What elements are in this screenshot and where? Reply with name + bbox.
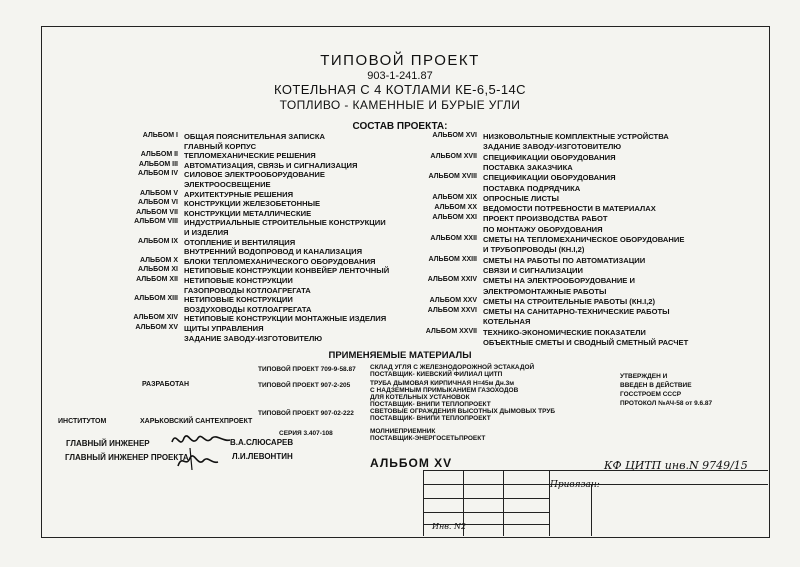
album-title: НЕТИПОВЫЕ КОНСТРУКЦИИ КОНВЕЙЕР ЛЕНТОЧНЫЙ (184, 266, 390, 276)
chief-engineer-label: ГЛАВНЫЙ ИНЖЕНЕР (66, 439, 150, 448)
linked-label: Привязан: (550, 480, 600, 490)
album-title: ЩИТЫ УПРАВЛЕНИЯ (184, 324, 264, 333)
album-number: АЛЬБОМ VI (138, 199, 178, 207)
album-title: НЕТИПОВЫЕ КОНСТРУКЦИИ (184, 276, 293, 285)
album-title: ПОСТАВКА ПОДРЯДЧИКА (483, 183, 581, 193)
album-title: КОНСТРУКЦИИ МЕТАЛЛИЧЕСКИЕ (184, 208, 312, 218)
developed-by-label: РАЗРАБОТАН (142, 381, 190, 388)
album-title: ПРОЕКТ ПРОИЗВОДСТВА РАБОТ (483, 214, 608, 224)
contents-line (100, 334, 430, 346)
album-title: ОТОПЛЕНИЕ И ВЕНТИЛЯЦИЯ (184, 237, 296, 247)
ref-line: ДЛЯ КОТЕЛЬНЫХ УСТАНОВОК (370, 394, 470, 401)
album-number: АЛЬБОМ XXVI (427, 307, 477, 315)
inventory-stamp: КФ ЦИТП инв.N 9749/15 (604, 459, 748, 472)
album-number: АЛЬБОМ XXIV (427, 276, 477, 284)
album-title: СМЕТЫ НА САНИТАРНО-ТЕХНИЧЕСКИЕ РАБОТЫ (483, 307, 670, 317)
album-number: АЛЬБОМ X (139, 256, 178, 264)
approval-line: ГОССТРОЕМ СССР (620, 391, 682, 398)
album-number: АЛЬБОМ XIV (133, 314, 178, 322)
album-number: АЛЬБОМ XIII (134, 295, 178, 303)
signature-image (168, 428, 238, 470)
ref-line: ПОСТАВЩИК-ЭНЕРГОСЕТЬПРОЕКТ (370, 435, 486, 442)
album-title: ОПРОСНЫЕ ЛИСТЫ (483, 193, 559, 203)
contents-line (415, 338, 745, 350)
album-title: НЕТИПОВЫЕ КОНСТРУКЦИИ (184, 295, 293, 305)
album-title: АВТОМАТИЗАЦИЯ, СВЯЗЬ И СИГНАЛИЗАЦИЯ (184, 160, 358, 170)
institute-name: ХАРЬКОВСКИЙ САНТЕХПРОЕКТ (140, 418, 253, 425)
ref-line: ПОСТАВЩИК- ВНИПИ ТЕПЛОПРОЕКТ (370, 401, 491, 408)
album-title: КОТЕЛЬНАЯ (483, 317, 531, 327)
album-number: АЛЬБОМ XXII (430, 235, 477, 242)
album-title: ЗАДАНИЕ ЗАВОДУ-ИЗГОТОВИТЕЛЮ (184, 333, 323, 343)
album-title: ПОСТАВКА ЗАКАЗЧИКА (483, 162, 573, 172)
album-title: ГЛАВНЫЙ КОРПУС (184, 141, 257, 151)
album-number: АЛЬБОМ XI (138, 266, 178, 274)
album-number: АЛЬБОМ XV (135, 324, 178, 331)
album-title: СИЛОВОЕ ЭЛЕКТРООБОРУДОВАНИЕ (184, 170, 325, 180)
album-number: АЛЬБОМ VIII (134, 218, 178, 226)
ref-line: МОЛНИЕПРИЕМНИК (370, 428, 436, 435)
album-title: ОБЩАЯ ПОЯСНИТЕЛЬНАЯ ЗАПИСКА (184, 132, 325, 141)
album-title: СМЕТЫ НА СТРОИТЕЛЬНЫЕ РАБОТЫ (КН.I,2) (483, 296, 656, 306)
album-number: АЛЬБОМ XVIII (428, 173, 477, 181)
institute-label: ИНСТИТУТОМ (58, 418, 107, 425)
album-number: АЛЬБОМ XVI (432, 132, 477, 139)
album-title: ЭЛЕКТРОМОНТАЖНЫЕ РАБОТЫ (483, 286, 607, 296)
album-number: АЛЬБОМ XXV (429, 296, 477, 304)
album-number: АЛЬБОМ XVII (430, 152, 477, 160)
album-label: АЛЬБОМ XV (370, 456, 453, 470)
chief-project-engineer-name: Л.И.ЛЕВОНТИН (232, 452, 293, 461)
doc-subtitle: КОТЕЛЬНАЯ С 4 КОТЛАМИ КЕ-6,5-14С (274, 82, 526, 97)
album-number: АЛЬБОМ XXIII (428, 255, 477, 263)
album-number: АЛЬБОМ XII (136, 276, 178, 283)
album-title: ТЕПЛОМЕХАНИЧЕСКИЕ РЕШЕНИЯ (184, 151, 316, 161)
album-title: ВЕДОМОСТИ ПОТРЕБНОСТИ В МАТЕРИАЛАХ (483, 204, 656, 214)
album-number: АЛЬБОМ II (140, 151, 178, 159)
album-title: КОНСТРУКЦИИ ЖЕЛЕЗОБЕТОННЫЕ (184, 199, 321, 209)
album-title: ИНДУСТРИАЛЬНЫЕ СТРОИТЕЛЬНЫЕ КОНСТРУКЦИИ (184, 218, 386, 228)
contents-heading: СОСТАВ ПРОЕКТА: (352, 121, 448, 132)
album-title: АРХИТЕКТУРНЫЕ РЕШЕНИЯ (184, 189, 294, 199)
ref-line: СКЛАД УГЛЯ С ЖЕЛЕЗНОДОРОЖНОЙ ЭСТАКАДОЙ (370, 364, 535, 371)
album-title: ТЕХНИКО-ЭКОНОМИЧЕСКИЕ ПОКАЗАТЕЛИ (483, 327, 646, 337)
ref-code: ТИПОВОЙ ПРОЕКТ 907-02-222 (258, 410, 354, 417)
album-number: АЛЬБОМ XX (434, 204, 477, 212)
album-title: СМЕТЫ НА ТЕПЛОМЕХАНИЧЕСКОЕ ОБОРУДОВАНИЕ (483, 235, 685, 244)
approval-line: ПРОТОКОЛ №АЧ-58 от 9.6.87 (620, 400, 713, 407)
album-number: АЛЬБОМ XIX (432, 193, 477, 201)
album-number: АЛЬБОМ IV (138, 170, 178, 178)
chief-project-engineer-label: ГЛАВНЫЙ ИНЖЕНЕР ПРОЕКТА (65, 453, 189, 462)
ref-code: ТИПОВОЙ ПРОЕКТ 709-9-58.87 (258, 366, 356, 373)
materials-heading: ПРИМЕНЯЕМЫЕ МАТЕРИАЛЫ (328, 350, 472, 361)
album-title: БЛОКИ ТЕПЛОМЕХАНИЧЕСКОГО ОБОРУДОВАНИЯ (184, 256, 376, 266)
album-number: АЛЬБОМ XXVII (425, 327, 477, 335)
doc-title: ТИПОВОЙ ПРОЕКТ (320, 52, 480, 69)
ref-line: ТРУБА ДЫМОВАЯ КИРПИЧНАЯ Н=45м Дн.3м (370, 380, 515, 387)
album-title: СПЕЦИФИКАЦИИ ОБОРУДОВАНИЯ (483, 152, 616, 162)
album-title: СМЕТЫ НА РАБОТЫ ПО АВТОМАТИЗАЦИИ (483, 255, 646, 265)
album-title: ЭЛЕКТРООСВЕЩЕНИЕ (184, 180, 271, 189)
inv-number: Инв. N2 (432, 522, 467, 531)
album-title: И ИЗДЕЛИЯ (184, 228, 229, 237)
album-title: СМЕТЫ НА ЭЛЕКТРООБОРУДОВАНИЕ И (483, 276, 635, 286)
ref-line: СВЕТОВЫЕ ОГРАЖДЕНИЯ ВЫСОТНЫХ ДЫМОВЫХ ТРУБ (370, 408, 556, 415)
doc-subtitle-fuel: ТОПЛИВО - КАМЕННЫЕ И БУРЫЕ УГЛИ (279, 98, 521, 112)
album-number: АЛЬБОМ I (142, 132, 178, 139)
ref-code: СЕРИЯ 3.407-108 (279, 430, 333, 437)
ref-line: С НАДЗЕМНЫМ ПРИМЫКАНИЕМ ГАЗОХОДОВ (370, 387, 519, 394)
ref-line: ПОСТАВЩИК- ВНИПИ ТЕПЛОПРОЕКТ (370, 415, 491, 422)
album-number: АЛЬБОМ V (139, 189, 178, 197)
album-number: АЛЬБОМ VII (136, 208, 178, 216)
album-title: ЗАДАНИЕ ЗАВОДУ-ИЗГОТОВИТЕЛЮ (483, 142, 622, 152)
approval-line: УТВЕРЖДЕН И (620, 373, 668, 380)
album-title: И ТРУБОПРОВОДЫ (КН.I,2) (483, 245, 585, 255)
ref-line: ПОСТАВЩИК- КИЕВСКИЙ ФИЛИАЛ ЦИТП (370, 371, 503, 378)
album-title: ГАЗОПРОВОДЫ КОТЛОАГРЕГАТА (184, 285, 311, 295)
chief-engineer-name: В.А.СЛЮСАРЕВ (230, 438, 294, 447)
album-title: СПЕЦИФИКАЦИИ ОБОРУДОВАНИЯ (483, 173, 616, 183)
album-title: ОБЪЕКТНЫЕ СМЕТЫ И СВОДНЫЙ СМЕТНЫЙ РАСЧЕТ (483, 338, 689, 347)
album-number: АЛЬБОМ III (138, 160, 178, 168)
ref-code: ТИПОВОЙ ПРОЕКТ 907-2-205 (258, 382, 351, 389)
project-number: 903-1-241.87 (367, 70, 433, 82)
album-title: ВНУТРЕННИЙ ВОДОПРОВОД И КАНАЛИЗАЦИЯ (184, 247, 363, 257)
approval-line: ВВЕДЕН В ДЕЙСТВИЕ (620, 382, 692, 389)
album-title: СВЯЗИ И СИГНАЛИЗАЦИИ (483, 265, 583, 275)
album-number: АЛЬБОМ XXI (432, 214, 477, 222)
album-title: НЕТИПОВЫЕ КОНСТРУКЦИИ МОНТАЖНЫЕ ИЗДЕЛИЯ (184, 314, 387, 324)
album-number: АЛЬБОМ IX (138, 237, 178, 245)
album-title: ПО МОНТАЖУ ОБОРУДОВАНИЯ (483, 224, 603, 234)
album-title: НИЗКОВОЛЬТНЫЕ КОМПЛЕКТНЫЕ УСТРОЙСТВА (483, 132, 669, 141)
album-title: ВОЗДУХОВОДЫ КОТЛОАГРЕГАТА (184, 304, 312, 314)
